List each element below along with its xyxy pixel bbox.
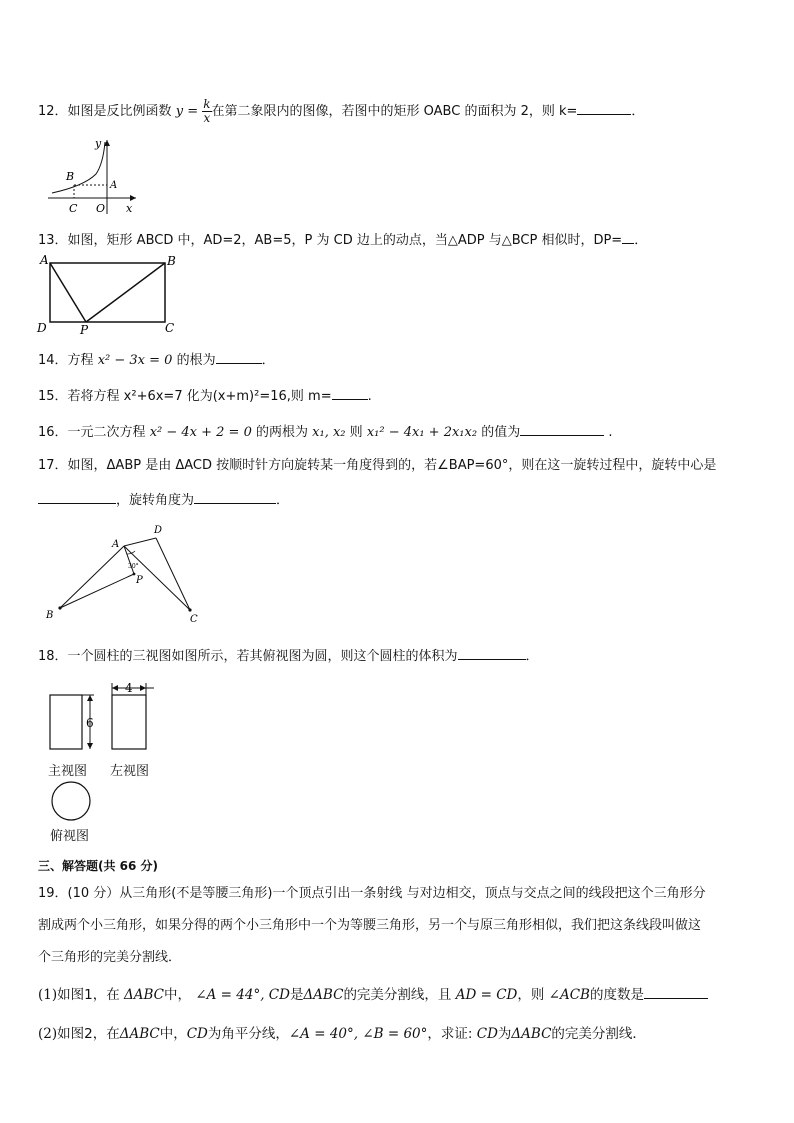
q19-p1-math3: ∠ACB — [548, 987, 590, 1003]
q18-text: 18．一个圆柱的三视图如图所示，若其俯视图为圆，则这个圆柱的体积为 — [38, 649, 458, 664]
q19-p2-text-f: 的完美分割线． — [551, 1026, 646, 1042]
q13-answer-blank — [622, 229, 634, 244]
q12-text-a: 如图是反比例函数 — [67, 104, 172, 119]
q12-text-b: 在第二象限内的图像，若图中的矩形 OABC 的面积为 2，则 k= — [211, 104, 578, 119]
section3-title: 三、解答题(共 66 分) — [38, 859, 159, 873]
q13-line — [38, 229, 647, 250]
q13-fig-a: A — [40, 253, 49, 267]
q17-end: ． — [276, 493, 290, 508]
q19-p2-math: ∠A = 40°, ∠B = 60° — [288, 1026, 428, 1042]
q18-answer-blank — [458, 645, 526, 660]
q16-roots: x₁, x₂ — [312, 425, 346, 440]
q16-equation: x² − 4x + 2 = 0 — [149, 425, 252, 440]
q18-end: ． — [525, 649, 539, 664]
q15-end: . — [367, 389, 372, 404]
q16-text-d: 的值为 — [481, 425, 521, 440]
q18-dim-width: 4 — [125, 681, 133, 695]
q19-p1-text-e: ，则 — [517, 987, 545, 1003]
q12-fig-c: C — [69, 202, 78, 215]
q16-text-a: 16．一元二次方程 — [38, 425, 146, 440]
q12-eq: = — [187, 104, 199, 119]
q19-p2-text-b: 中， — [159, 1026, 187, 1042]
q18-top-view-label: 俯视图 — [50, 829, 90, 844]
q17-fig-a: A — [112, 539, 120, 550]
q19-p2-cd: CD — [186, 1026, 208, 1042]
q16-end: . — [608, 425, 613, 440]
q13-fig-p: P — [80, 323, 89, 336]
q19-p1-text-a: 如图1，在 — [57, 987, 120, 1003]
q12-end: ． — [631, 104, 645, 119]
q19-p2-text-e: 为 — [497, 1026, 512, 1042]
q12-func-y: y — [175, 104, 184, 119]
q16-text-c: 则 — [349, 425, 363, 440]
q18-front-view-label: 主视图 — [48, 764, 88, 779]
q19-line3: 个三角形的完美分割线． — [38, 950, 182, 965]
q19-part1 — [38, 984, 708, 1004]
q13-figure — [36, 252, 186, 336]
q14-answer-blank — [216, 349, 262, 364]
q19-p2-cd2: CD — [476, 1026, 498, 1042]
q19-p2-marker: (2) — [38, 1026, 58, 1042]
q19-p1-math1: ∠A = 44°, CD — [195, 987, 290, 1003]
q19-p1-text-c: 是 — [289, 987, 304, 1003]
q12-fig-y: y — [95, 137, 102, 150]
q17-angle-blank — [194, 489, 276, 504]
q17-fig-c: C — [190, 614, 198, 625]
q15-text: 15．若将方程 x²+6x=7 化为(x+m)²=16,则 m= — [38, 389, 332, 404]
q12-frac-num: k — [203, 97, 211, 111]
q12-fraction — [202, 98, 211, 125]
q12-number: 12． — [38, 104, 68, 119]
q16-line — [38, 421, 613, 442]
q17-text-mid: ，旋转角度为 — [116, 493, 195, 508]
q17-line1 — [38, 457, 716, 475]
q16-text-b: 的两根为 — [256, 425, 309, 440]
q12-answer-blank — [577, 100, 631, 115]
q17-center-blank — [38, 489, 116, 504]
q14-text-b: 的根为 — [176, 353, 216, 368]
q14-end: ． — [261, 353, 275, 368]
q19-p1-triangle2: ΔABC — [303, 987, 344, 1003]
q18-line — [38, 645, 539, 666]
q19-p2-text-d: ，求证: — [427, 1026, 473, 1042]
q19-p1-answer-blank — [644, 984, 708, 999]
q14-equation: x² − 3x = 0 — [97, 353, 173, 368]
q17-fig-d: D — [154, 525, 163, 536]
q13-end: ． — [634, 233, 648, 248]
q13-fig-c: C — [165, 321, 175, 335]
q19-p1-text-d: 的完美分割线，且 — [343, 987, 452, 1003]
q15-answer-blank — [332, 385, 368, 400]
q12-figure — [44, 136, 144, 218]
q12-line — [38, 98, 644, 125]
q19-line2: 割成两个小三角形，如果分得的两个小三角形中一个为等腰三角形，另一个与原三角形相似，我们把这条线段叫做这 — [38, 918, 702, 933]
q17-line2 — [38, 489, 289, 510]
q17-text: 17．如图，ΔABP 是由 ΔACD 按顺时针方向旋转某一角度得到的，若∠BAP=60°，则在这一旋转过程中，旋转中心是 — [38, 458, 717, 473]
q14-text-a: 14．方程 — [38, 353, 94, 368]
q13-text: 13．如图，矩形 ABCD 中，AD=2，AB=5，P 为 CD 边上的动点，当△ADP 与△BCP 相似时，DP= — [38, 233, 623, 248]
q17-fig-p: P — [136, 575, 143, 586]
q12-fig-o: O — [96, 202, 106, 215]
q19-p2-text-c: 为角平分线， — [207, 1026, 289, 1042]
q19-p1-triangle: ΔABC — [124, 987, 165, 1003]
q15-line — [38, 385, 372, 406]
q19-p2-triangle: ΔABC — [119, 1026, 160, 1042]
q18-dim-height: 6 — [86, 716, 94, 730]
q14-line — [38, 349, 275, 370]
q19-part2 — [38, 1025, 646, 1043]
q17-fig-angle: 30° — [128, 563, 139, 570]
q13-fig-d: D — [37, 321, 47, 335]
q18-left-view-label: 左视图 — [110, 764, 150, 779]
q13-fig-b: B — [167, 254, 176, 268]
q12-fig-b: B — [66, 170, 75, 183]
q12-fig-a: A — [110, 180, 118, 191]
q19-p1-text-f: 的度数是 — [589, 987, 644, 1003]
q19-line1: 19．(10 分）从三角形(不是等腰三角形)一个顶点引出一条射线 与对边相交，顶点与交点之间的线段把这个三角形分 — [38, 886, 706, 901]
q18-views-figure — [44, 678, 174, 758]
q19-p2-text-a: 如图2，在 — [57, 1026, 120, 1042]
q18-top-view-circle — [48, 780, 94, 824]
q19-p1-text-b: 中， — [164, 987, 192, 1003]
q12-frac-den: x — [203, 111, 211, 125]
q17-figure — [40, 520, 210, 630]
q16-expression: x₁² − 4x₁ + 2x₁x₂ — [366, 425, 478, 440]
q19-p1-math2: AD = CD — [455, 987, 518, 1003]
q12-fig-x: x — [126, 202, 133, 215]
q19-p1-marker: (1) — [38, 987, 58, 1003]
q19-p2-triangle2: ΔABC — [511, 1026, 552, 1042]
q17-fig-b: B — [46, 610, 54, 621]
q16-answer-blank — [520, 421, 604, 436]
